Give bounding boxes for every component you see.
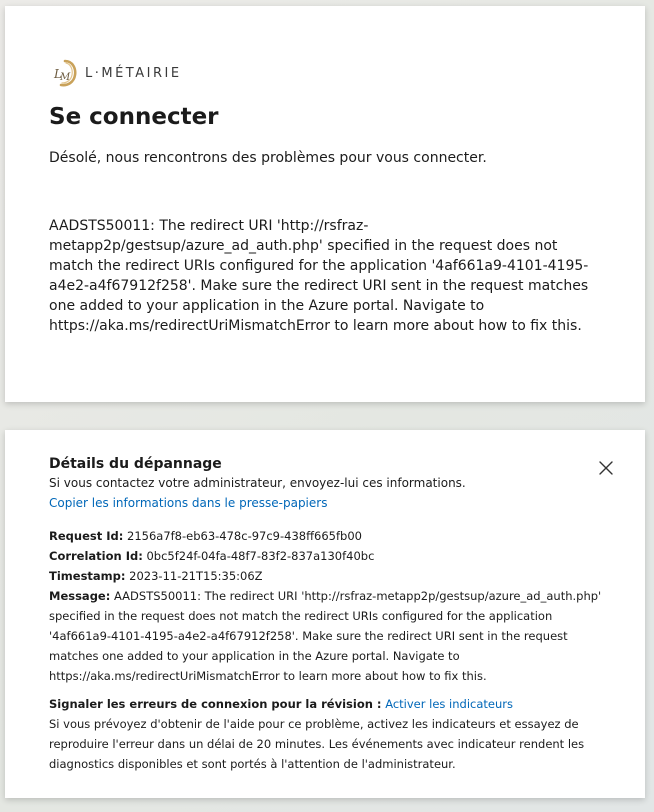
message-label: Message: [49,589,111,603]
signin-card [5,6,645,402]
request-id-row [49,526,605,546]
enable-flagging-link[interactable]: Activer les indicateurs [385,697,514,711]
message-row [49,586,605,686]
correlation-id-label: Correlation Id: [49,549,143,563]
request-id-label: Request Id: [49,529,124,543]
troubleshooting-title: Détails du dépannage [49,456,222,472]
report-errors-label: Signaler les erreurs de connexion pour la révision : [49,697,382,711]
message-value: AADSTS50011: The redirect URI 'http://rsfraz-metapp2p/gestsup/azure_ad_auth.php' specified in the request does not match the redirect URIs configured for the application '4af661a9-4101-4195-a4e2-a4f67912f258'. Make sure the redirect URI sent in the request matches one added to your application in the Azure portal. Navigate to https://aka.ms/redirectUriMismatchError to learn more about how to fix this. [49,589,602,683]
company-logo [51,56,182,90]
close-button[interactable] [595,457,617,479]
report-errors-section [49,694,605,774]
svg-text:M: M [60,72,71,83]
correlation-id-value: 0bc5f24f-04fa-48f7-83f2-837a130f40bc [146,549,375,563]
brand-name: L·MÉTAIRIE [85,65,182,81]
timestamp-value: 2023-11-21T15:35:06Z [129,569,263,583]
troubleshooting-card [5,430,645,798]
request-id-value: 2156a7f8-eb63-478c-97c9-438ff665fb00 [127,529,362,543]
troubleshooting-subtitle: Si vous contactez votre administrateur, envoyez-lui ces informations. [49,476,466,490]
error-summary: Désolé, nous rencontrons des problèmes pour vous connecter. [49,150,487,166]
page-title: Se connecter [49,104,219,130]
report-errors-text: Si vous prévoyez d'obtenir de l'aide pour ce problème, activez les indicateurs et essayez de reproduire l'erreur dans un délai de 20 minutes. Les événements avec indicateur rendent les diagnostics disponibles et sont portés à l'attention de l'administrateur. [49,717,585,771]
svg-text:L: L [54,67,62,81]
troubleshooting-details [49,526,605,686]
lm-monogram-logo-icon [51,59,77,87]
copy-to-clipboard-link[interactable]: Copier les informations dans le presse-papiers [49,496,328,510]
correlation-id-row [49,546,605,566]
timestamp-label: Timestamp: [49,569,126,583]
error-message: AADSTS50011: The redirect URI 'http://rsfraz-metapp2p/gestsup/azure_ad_auth.php' specified in the request does not match the redirect URIs configured for the application '4af661a9-4101-4195-a4e2-a4f67912f258'. Make sure the redirect URI sent in the request matches one added to your application in the Azure portal. Navigate to https://aka.ms/redirectUriMismatchError to learn more about how to fix this. [49,218,589,334]
close-icon [595,457,617,479]
timestamp-row [49,566,605,586]
